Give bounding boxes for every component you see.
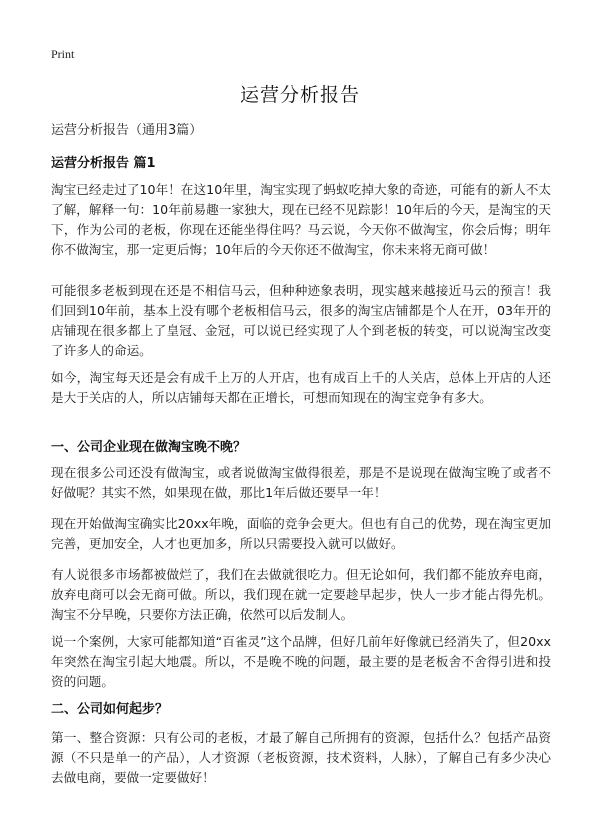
paragraph: 有人说很多市场都被做烂了，我们在去做就很吃力。但无论如何，我们都不能放弃电商，放弃电商可以会无商可做。所以，我们现在就一定要趁早起步，快人一步才能占得先机。淘宝不分早晚，只要你方法正确，依然可以后发制人。 bbox=[51, 567, 551, 622]
section-heading: 二、公司如何起步？ bbox=[51, 702, 169, 717]
paragraph: 现在开始做淘宝确实比20xx年晚，面临的竞争会更大。但也有自己的优势，现在淘宝更加完善，更加安全，人才也更加多，所以只需要投入就可以做好。 bbox=[51, 516, 551, 551]
section-title: 运营分析报告 篇1 bbox=[51, 156, 156, 171]
print-link[interactable]: Print bbox=[51, 47, 75, 61]
paragraph: 现在很多公司还没有做淘宝，或者说做淘宝做得很差，那是不是说现在做淘宝晚了或者不好做呢？其实不然，如果现在做，那比1年后做还要早一年！ bbox=[51, 465, 551, 500]
paragraph: 淘宝已经走过了10年！在这10年里，淘宝实现了蚂蚁吃掉大象的奇迹，可能有的新人不太了解，解释一句：10年前易趣一家独大，现在已经不见踪影！10年后的今天，是淘宝的天下，作为公司的老板，你现在还能坐得住吗？马云说，今天你不做淘宝，你会后悔；明年你不做淘宝，那一定更后悔；10年后的今天你还不做淘宝，你未来将无商可做！ bbox=[51, 182, 551, 257]
paragraph: 第一、整合资源：只有公司的老板，才最了解自己所拥有的资源，包括什么？包括产品资源（不只是单一的产品），人才资源（老板资源，技术资料，人脉），了解自己有多少决心去做电商，要做一定要做好！ bbox=[51, 730, 551, 785]
paragraph: 说一个案例，大家可能都知道“百雀灵”这个品牌，但好几前年好像就已经消失了，但20xx年突然在淘宝引起大地震。所以，不是晚不晚的问题，最主要的是老板舍不舍得引进和投资的问题。 bbox=[51, 634, 551, 689]
paragraph: 可能很多老板到现在还是不相信马云，但种种迹象表明，现实越来越接近马云的预言！我们回到10年前，基本上没有哪个老板相信马云，很多的淘宝店铺都是个人在开，03年开的店铺现在很多都上了皇冠、金冠，可以说已经实现了人个到老板的转变，可以说淘宝改变了许多人的命运。 bbox=[51, 283, 551, 358]
section-heading: 一、公司企业现在做淘宝晚不晚？ bbox=[51, 440, 247, 455]
document-subtitle: 运营分析报告（通用3篇） bbox=[51, 123, 203, 138]
paragraph: 如今，淘宝每天还是会有成千上万的人开店，也有成百上千的人关店，总体上开店的人还是大于关店的人，所以店铺每天都在正增长，可想而知现在的淘宝竞争有多大。 bbox=[51, 370, 551, 405]
document-title: 运营分析报告 bbox=[239, 84, 360, 106]
